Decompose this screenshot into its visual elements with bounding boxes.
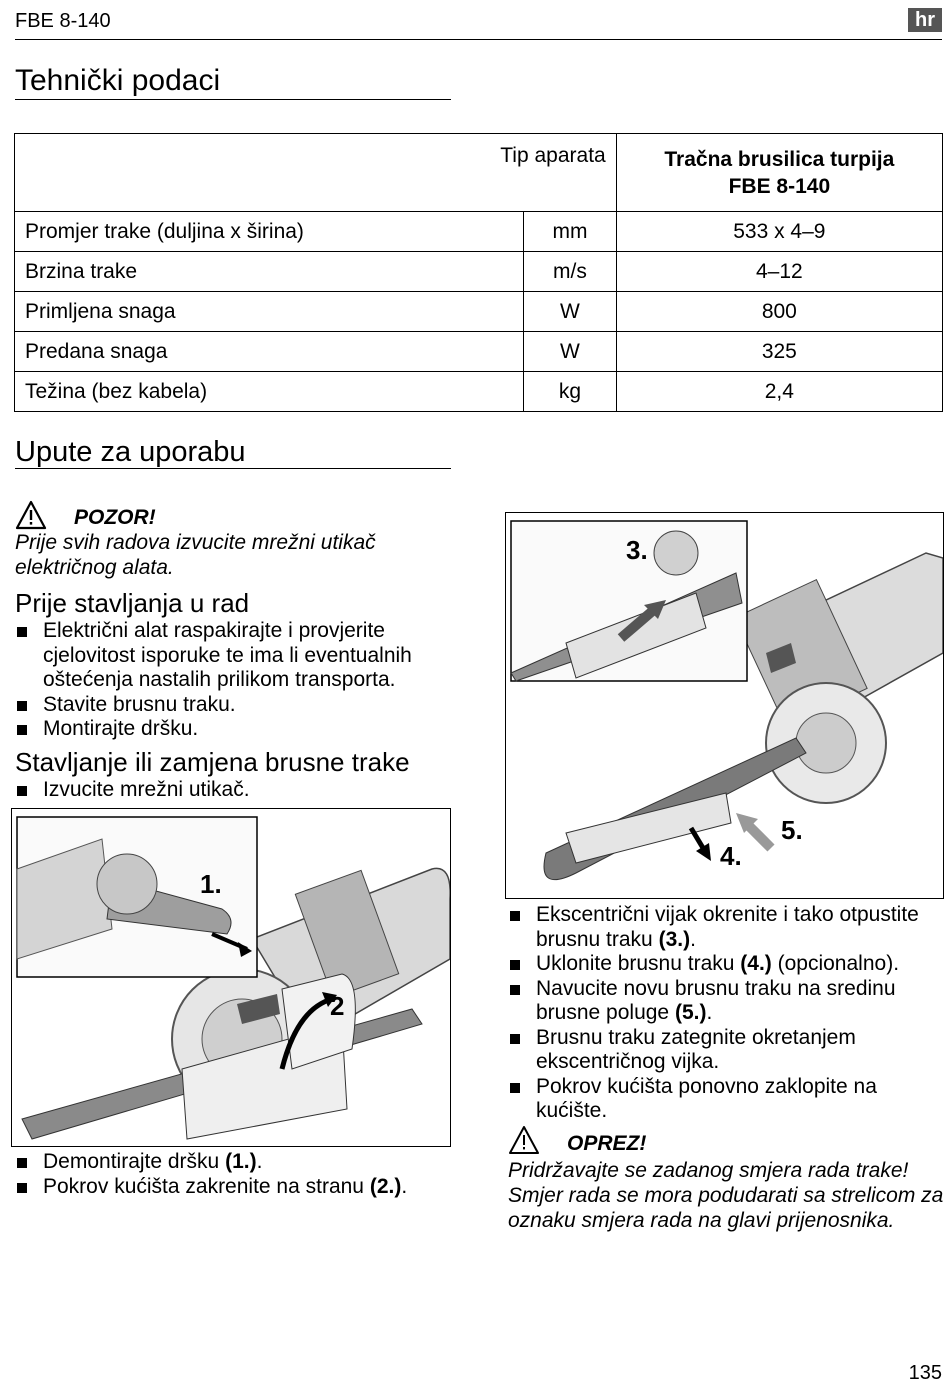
spec-unit: W — [524, 292, 616, 332]
section-belt-title: Stavljanje ili zamjena brusne trake — [15, 747, 410, 777]
list-item — [15, 1150, 455, 1175]
spec-unit: mm — [524, 212, 616, 252]
belt-list — [15, 778, 455, 803]
step-ref: (4.) — [740, 952, 772, 975]
step-text: Demontirajte dršku — [43, 1150, 226, 1173]
list-item — [508, 903, 944, 952]
table-row — [15, 332, 943, 372]
step-end: . — [256, 1150, 263, 1173]
step-ref: (3.) — [658, 927, 691, 951]
step-ref: (2.) — [369, 1174, 402, 1198]
table-row — [15, 212, 943, 252]
step-text: Pokrov kućišta ponovno zaklopite na kućište. — [536, 1074, 877, 1122]
spec-header-value — [616, 134, 942, 212]
step-text: Navucite novu brusnu traku na sredinu brusne poluge — [536, 976, 896, 1024]
step-end: . — [706, 1001, 713, 1024]
belt-steps-list — [508, 903, 944, 1124]
spec-value: 533 x 4–9 — [616, 212, 942, 252]
list-item: Montirajte dršku. — [15, 717, 455, 742]
warning-title: POZOR! — [74, 506, 156, 529]
usage-title: Upute za uporabu — [15, 436, 246, 468]
caution-title: OPREZ! — [567, 1132, 647, 1155]
step-text: Brusnu traku zategnite okretanjem ekscentričnog vijka. — [536, 1025, 856, 1073]
prepare-list — [15, 619, 455, 742]
tech-data-title: Tehnički podaci — [15, 64, 221, 97]
spec-unit: W — [524, 332, 616, 372]
table-row — [15, 292, 943, 332]
spec-label: Predana snaga — [15, 332, 524, 372]
spec-value: 4–12 — [616, 252, 942, 292]
list-item — [15, 1175, 455, 1200]
step-text: Pokrov kućišta zakrenite na stranu — [43, 1174, 370, 1198]
figure-belt-change — [505, 512, 944, 899]
spec-value: 800 — [616, 292, 942, 332]
spec-value: 325 — [616, 332, 942, 372]
list-item: Stavite brusnu traku. — [15, 693, 455, 718]
spec-header-value-line1: Tračna brusilica turpija — [664, 147, 895, 171]
sander-illustration — [506, 513, 943, 898]
list-item — [508, 1026, 944, 1075]
step-end: . — [401, 1174, 408, 1198]
caution-text: Pridržavajte se zadanog smjera rada trake! Smjer rada se mora podudarati sa strelicom za oznaku smjera rada na glavi prijenosnika. — [508, 1159, 944, 1232]
warning-icon — [508, 1125, 540, 1155]
list-item: Izvucite mrežni utikač. — [15, 778, 455, 803]
spec-table-header — [15, 134, 943, 212]
spec-header-label: Tip aparata — [15, 134, 617, 212]
section-prepare-title: Prije stavljanja u rad — [15, 588, 250, 618]
table-row — [15, 372, 943, 412]
list-item — [508, 952, 944, 977]
step-ref: (5.) — [674, 1001, 707, 1024]
spec-label: Primljena snaga — [15, 292, 524, 332]
warning-text: Prije svih radova izvucite mrežni utikač električnog alata. — [15, 531, 376, 579]
table-row — [15, 252, 943, 292]
spec-unit: m/s — [524, 252, 616, 292]
language-badge: hr — [908, 8, 942, 32]
step-end: . — [690, 927, 696, 951]
spec-value: 2,4 — [616, 372, 942, 412]
spec-header-value-line2: FBE 8-140 — [728, 174, 831, 198]
figure-label-3: 3. — [626, 535, 648, 565]
spec-table — [14, 133, 943, 412]
step-ref: (1.) — [225, 1150, 257, 1173]
list-item — [508, 1075, 944, 1124]
page-number: 135 — [908, 1362, 942, 1384]
step-text: Uklonite brusnu traku — [536, 952, 741, 975]
list-item: Električni alat raspakirajte i provjerite cjelovitost isporuke te ima li eventualnih oštećenja nastalih prilikom transporta. — [15, 619, 455, 693]
spec-label: Brzina trake — [15, 252, 524, 292]
sander-illustration — [12, 809, 450, 1146]
figure-label-5: 5. — [781, 815, 803, 845]
figure-label-4: 4. — [720, 841, 742, 871]
list-item — [508, 977, 944, 1026]
spec-label: Težina (bez kabela) — [15, 372, 524, 412]
spec-unit: kg — [524, 372, 616, 412]
usage-title-rule — [15, 468, 451, 469]
figure-label-2: 2 — [330, 991, 345, 1021]
tech-title-rule — [15, 99, 451, 100]
handle-steps-list — [15, 1150, 455, 1199]
step-text: Ekscentrični vijak okrenite i tako otpustite brusnu traku — [536, 903, 919, 951]
header-divider — [15, 39, 942, 40]
figure-handle-removal — [11, 808, 451, 1147]
warning-icon — [15, 500, 47, 530]
spec-label: Promjer trake (duljina x širina) — [15, 212, 524, 252]
header-model: FBE 8-140 — [15, 10, 111, 32]
figure-label-1: 1. — [200, 869, 222, 899]
step-end: (opcionalno). — [771, 952, 900, 975]
